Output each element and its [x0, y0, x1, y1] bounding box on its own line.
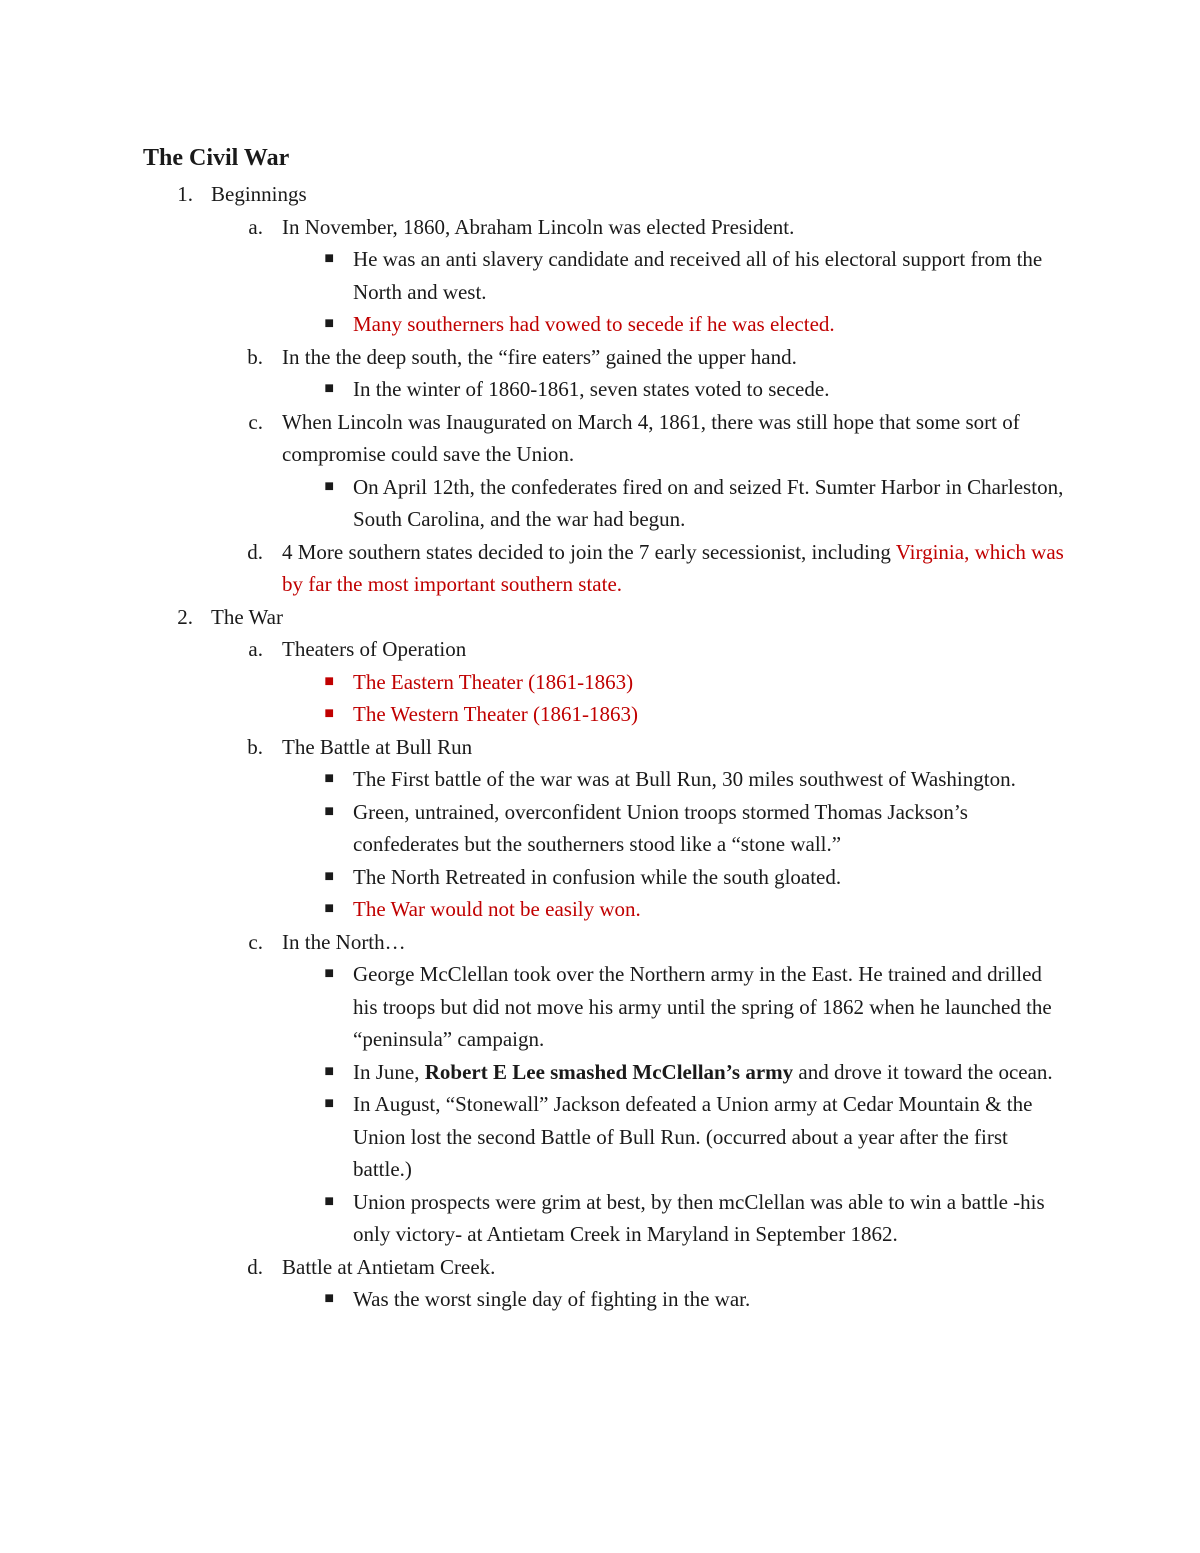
section-the-war: [0, 601, 1200, 634]
bullet-item: [0, 666, 1200, 699]
bullet-item: [0, 1186, 1200, 1251]
square-bullet-icon: ■: [324, 867, 334, 885]
square-bullet-icon: ■: [324, 315, 334, 332]
square-bullet-icon: ■: [324, 1290, 334, 1307]
item-marker: c.: [248, 409, 263, 434]
list-item: [0, 406, 1200, 471]
item-text: [282, 536, 1072, 601]
bullet-item: [0, 1056, 1200, 1089]
square-bullet-icon: ■: [324, 250, 334, 267]
item-text-highlight: Virginia, which was by far the most important southern state.: [282, 539, 1064, 596]
bullet-item: [0, 763, 1200, 796]
item-text: Battle at Antietam Creek.: [282, 1254, 496, 1279]
bullet-text: In August, “Stonewall” Jackson defeated a Union army at Cedar Mountain & the Union lost the second Battle of Bull Run. (occurred about a year after the first battle.): [353, 1092, 1033, 1181]
bullet-item: [0, 471, 1200, 536]
bullet-item: [0, 698, 1200, 731]
bullet-item: [0, 861, 1200, 894]
item-text-plain: 4 More southern states decided to join the 7 early secessionist, including: [282, 539, 896, 564]
bullet-text: On April 12th, the confederates fired on and seized Ft. Sumter Harbor in Charleston, South Carolina, and the war had begun.: [353, 474, 1064, 531]
bullet-text: Union prospects were grim at best, by then mcClellan was able to win a battle -his only victory- at Antietam Creek in Maryland in September 1862.: [353, 1189, 1045, 1246]
square-bullet-icon: ■: [324, 477, 334, 495]
list-item: [0, 926, 1200, 959]
item-text: When Lincoln was Inaugurated on March 4, 1861, there was still hope that some sort of compromise could save the Union.: [282, 409, 1020, 466]
bullet-text-highlight: Many southerners had vowed to secede if he was elected.: [353, 312, 835, 336]
section-beginnings: [0, 178, 1200, 211]
section-heading: Beginnings: [211, 182, 307, 206]
item-marker: c.: [248, 929, 263, 954]
item-text: In November, 1860, Abraham Lincoln was elected President.: [282, 214, 795, 239]
square-bullet-icon: ■: [324, 965, 334, 982]
list-item: [0, 731, 1200, 764]
item-marker: a.: [248, 214, 263, 239]
list-item: [0, 211, 1200, 244]
section-heading: The War: [211, 604, 283, 629]
bullet-text: He was an anti slavery candidate and received all of his electoral support from the North and west.: [353, 247, 1043, 304]
bullet-item: [0, 373, 1200, 406]
bullet-text-highlight: The Western Theater (1861-1863): [353, 702, 639, 726]
bullet-item: [0, 1088, 1200, 1186]
section-marker: 1.: [177, 182, 193, 206]
square-bullet-icon: ■: [324, 802, 334, 820]
bullet-text: [353, 1056, 1068, 1089]
item-marker: d.: [247, 1254, 263, 1279]
square-bullet-icon: ■: [324, 380, 334, 397]
square-bullet-icon: ■: [324, 1192, 334, 1210]
bullet-text-bold: Robert E Lee smashed McClellan’s army: [424, 1059, 794, 1084]
bullet-item: [0, 243, 1200, 308]
square-bullet-icon: ■: [324, 770, 334, 787]
bullet-text: The First battle of the war was at Bull Run, 30 miles southwest of Washington.: [353, 767, 1016, 791]
bullet-text-highlight: The War would not be easily won.: [353, 897, 641, 921]
outline: [0, 178, 1200, 1316]
item-marker: b.: [247, 344, 263, 369]
square-bullet-icon: ■: [324, 1062, 334, 1080]
item-marker: d.: [247, 539, 263, 564]
bullet-text-after: and drove it toward the ocean.: [793, 1059, 1053, 1084]
bullet-text: In the winter of 1860-1861, seven states voted to secede.: [353, 377, 830, 401]
item-marker: b.: [247, 734, 263, 759]
item-text: Theaters of Operation: [282, 637, 467, 661]
square-bullet-icon: ■: [324, 705, 334, 722]
bullet-text: The North Retreated in confusion while the south gloated.: [353, 864, 842, 889]
bullet-item: [0, 796, 1200, 861]
list-item: [0, 1251, 1200, 1284]
square-bullet-icon: ■: [324, 1095, 334, 1112]
list-item: [0, 633, 1200, 666]
bullet-text: George McClellan took over the Northern army in the East. He trained and drilled his troops but did not move his army until the spring of 1862 when he launched the “peninsula” campaign.: [353, 962, 1052, 1051]
square-bullet-icon: ■: [324, 900, 334, 917]
item-marker: a.: [248, 637, 263, 661]
bullet-text: Was the worst single day of fighting in the war.: [353, 1287, 751, 1311]
list-item: [0, 341, 1200, 374]
bullet-text: Green, untrained, overconfident Union troops stormed Thomas Jackson’s confederates but the southerners stood like a “stone wall.”: [353, 799, 968, 856]
bullet-text-highlight: The Eastern Theater (1861-1863): [353, 669, 634, 694]
item-text: The Battle at Bull Run: [282, 734, 473, 759]
bullet-item: [0, 1283, 1200, 1316]
bullet-text-before: In June,: [353, 1059, 425, 1084]
section-marker: 2.: [177, 604, 193, 629]
bullet-item: [0, 308, 1200, 341]
item-text: In the the deep south, the “fire eaters” gained the upper hand.: [282, 344, 797, 369]
bullet-item: [0, 958, 1200, 1056]
document-title: The Civil War: [143, 145, 290, 171]
bullet-item: [0, 893, 1200, 926]
list-item: [0, 536, 1200, 601]
item-text: In the North…: [282, 929, 406, 954]
square-bullet-icon: ■: [324, 672, 334, 690]
